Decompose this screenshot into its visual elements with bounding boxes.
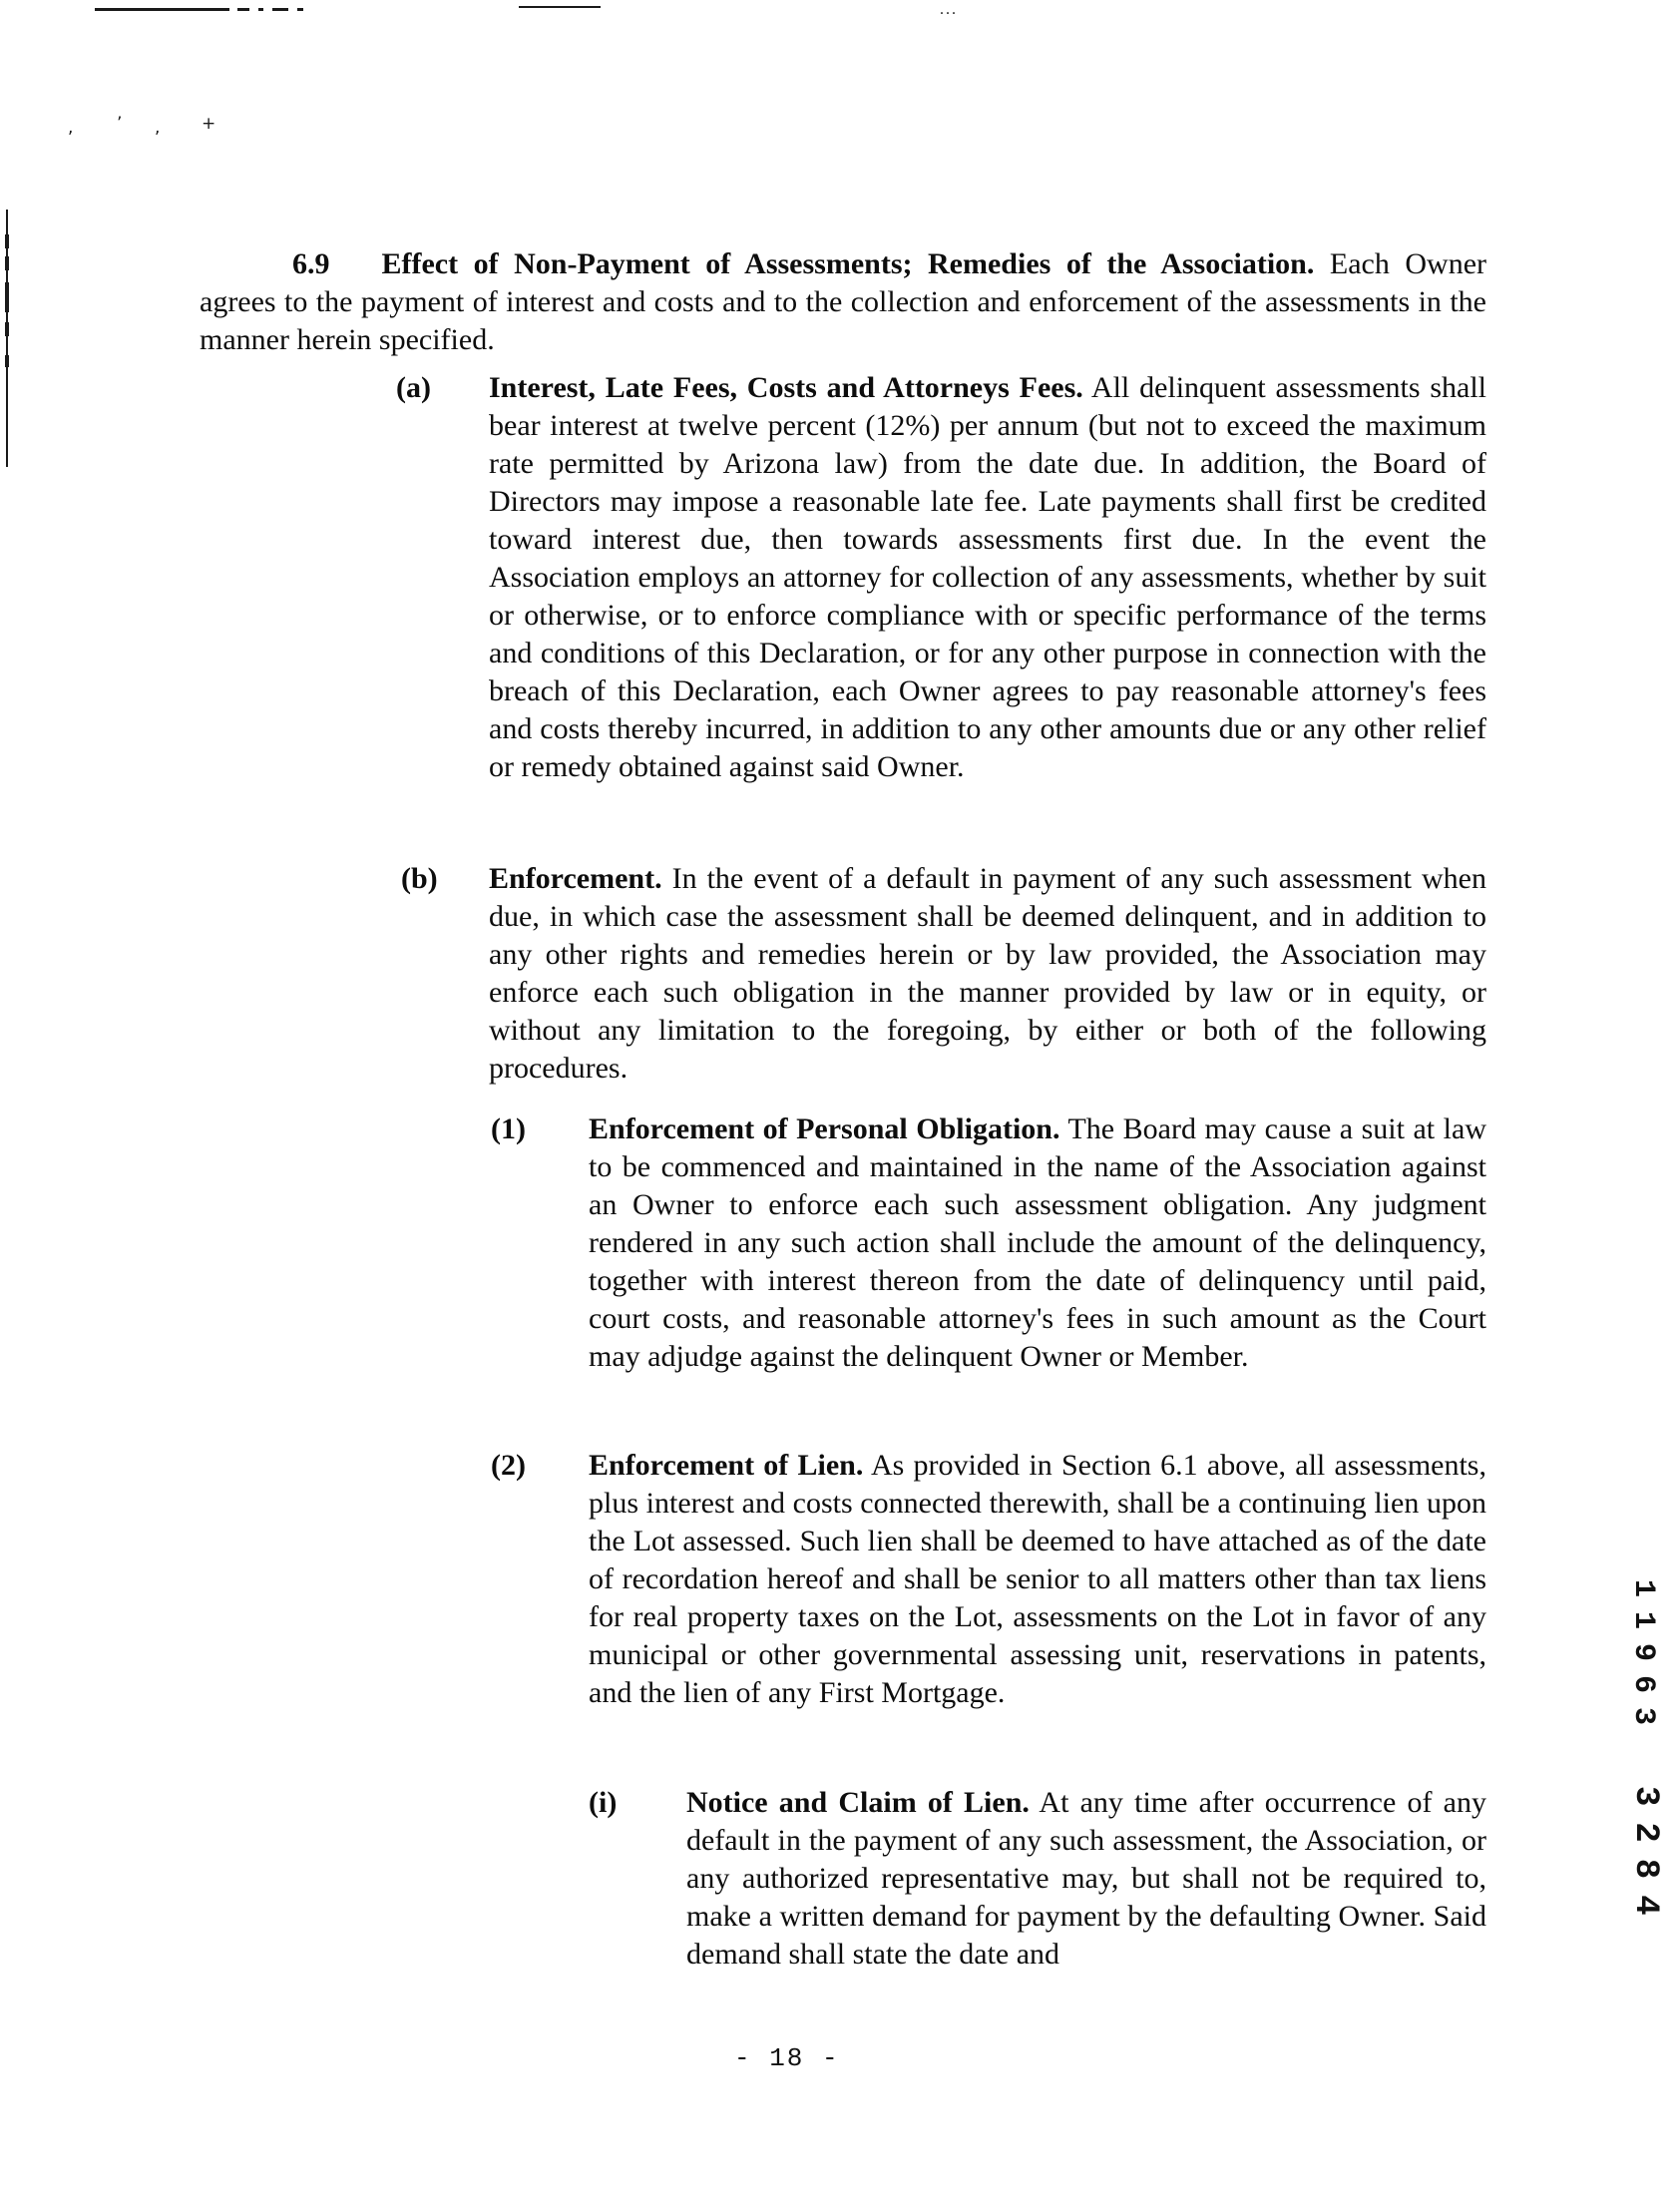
section-paragraph: [200, 245, 1486, 359]
scan-artifact-vertical-line: [5, 234, 9, 248]
paragraph-body: At any time after occurrence of any default in the payment of any such assessment, the Association, or any authorized representative may, but shall not be required to, make a written demand for payment by the defaulting Owner. Said demand shall state the date and: [686, 1786, 1486, 1971]
scan-artifact-vertical-line: [5, 282, 9, 312]
paragraph-label: (b): [401, 862, 438, 895]
scan-artifact-speck: ,: [155, 118, 161, 138]
scan-artifact-speck: ’: [117, 114, 123, 134]
scan-artifact-dots: ...: [940, 1, 958, 18]
paragraph-title: Notice and Claim of Lien.: [686, 1786, 1030, 1819]
paragraph-text: [686, 1784, 1486, 1974]
margin-stamp-top: 11963: [1626, 1579, 1660, 1740]
paragraph-body: In the event of a default in payment of any such assessment when due, in which case the assessment shall be deemed delinquent, and in addition to any other rights and remedies herein or by law provided, the Association may enforce each such obligation in the manner provided by law or in equity, or without any limitation to the foregoing, by either or both of the following procedures.: [489, 862, 1486, 1085]
paragraph-text: [489, 369, 1486, 786]
paragraph-a: [396, 369, 1486, 786]
section-body: Each Owner agrees to the payment of interest and costs and to the collection and enforcement of the assessments in the manner herein specified.: [200, 247, 1487, 356]
scan-artifact-vertical-line: [5, 256, 9, 270]
scan-artifact-line: [95, 8, 229, 11]
paragraph-title: Enforcement of Personal Obligation.: [589, 1112, 1060, 1145]
paragraph-body: As provided in Section 6.1 above, all assessments, plus interest and costs connected therewith, shall be a continuing lien upon the Lot assessed. Such lien shall be deemed to have attached as of the date of recordation hereof and shall be senior to all matters other than tax liens for real property taxes on the Lot, assessments on the Lot in favor of any municipal or other governmental assessing unit, reservations in patents, and the lien of any First Mortgage.: [589, 1449, 1486, 1709]
scan-artifact-speck: +: [202, 114, 216, 134]
paragraph-label: (a): [396, 371, 431, 404]
scan-artifact-vertical-line: [5, 355, 9, 367]
scan-artifact-dashes: [237, 8, 303, 11]
scan-artifact-line: [519, 6, 601, 8]
paragraph-2: [491, 1447, 1486, 1712]
paragraph-1: [491, 1110, 1486, 1376]
margin-stamp-bottom: 3284: [1626, 1786, 1664, 1932]
section-title: Effect of Non-Payment of Assessments; Remedies of the Association.: [381, 247, 1315, 280]
paragraph-b: [401, 860, 1486, 1088]
paragraph-label: (2): [491, 1449, 526, 1482]
paragraph-label: (i): [589, 1786, 618, 1819]
scan-artifact-speck: ,: [68, 118, 74, 138]
scan-artifact-vertical-line: [5, 322, 9, 336]
paragraph-body: The Board may cause a suit at law to be commenced and maintained in the name of the Association against an Owner to enforce each such assessment obligation. Any judgment rendered in any such action shall include the amount of the delinquency, together with interest thereon from the date of delinquency until paid, court costs, and reasonable attorney's fees in such amount as the Court may adjudge against the delinquent Owner or Member.: [589, 1112, 1486, 1373]
paragraph-text: [489, 860, 1486, 1088]
paragraph-title: Enforcement.: [489, 862, 662, 895]
paragraph-body: All delinquent assessments shall bear interest at twelve percent (12%) per annum (but not to exceed the maximum rate permitted by Arizona law) from the date due. In addition, the Board of Directors may impose a reasonable late fee. Late payments shall first be credited toward interest due, then towards assessments first due. In the event the Association employs an attorney for collection of any assessments, whether by suit or otherwise, or to enforce compliance with or specific performance of the terms and conditions of this Declaration, or for any other purpose in connection with the breach of this Declaration, each Owner agrees to pay reasonable attorney's fees and costs thereby incurred, in addition to any other amounts due or any other relief or remedy obtained against said Owner.: [489, 371, 1486, 783]
paragraph-i: [589, 1784, 1486, 1974]
paragraph-text: [589, 1447, 1486, 1712]
section-6-9: [200, 245, 1486, 359]
paragraph-title: Interest, Late Fees, Costs and Attorneys Fees.: [489, 371, 1083, 404]
paragraph-label: (1): [491, 1112, 526, 1145]
section-number: 6.9: [292, 247, 330, 280]
paragraph-title: Enforcement of Lien.: [589, 1449, 864, 1482]
page-number: - 18 -: [734, 2043, 840, 2073]
paragraph-text: [589, 1110, 1486, 1376]
